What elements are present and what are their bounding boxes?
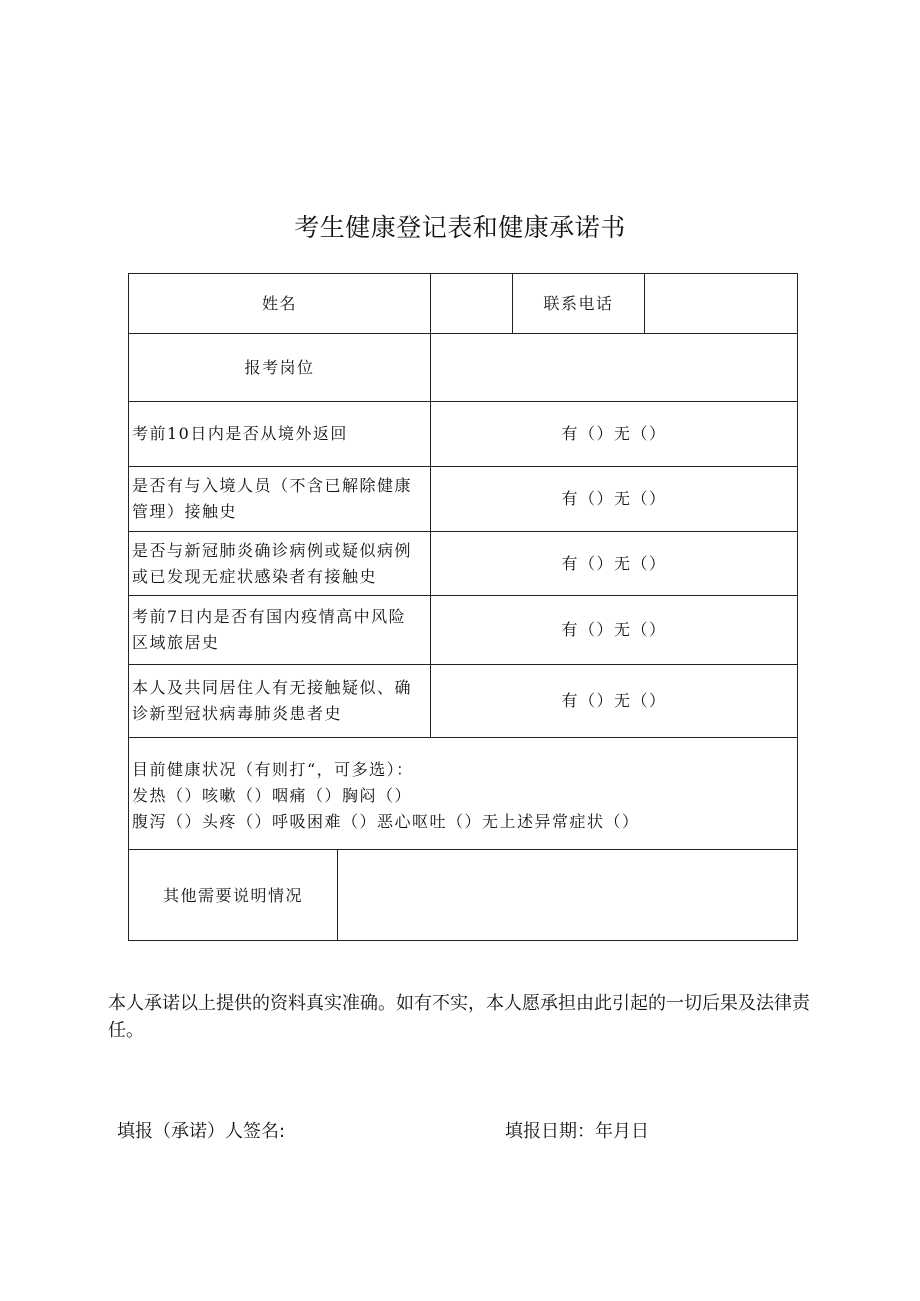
question-text: 是否与新冠肺炎确诊病例或疑似病例 — [132, 540, 413, 560]
phone-field[interactable] — [645, 274, 797, 333]
name-field[interactable] — [431, 274, 512, 333]
answer-choice[interactable]: 有（）无（） — [561, 553, 667, 573]
question-text: 诊新型冠状病毒肺炎患者史 — [132, 704, 343, 723]
date-label: 填报日期：年月日 — [505, 1121, 649, 1142]
question-inbound-contact — [129, 467, 430, 531]
question-abroad-return — [129, 402, 430, 466]
question-cohabitant-contact — [129, 665, 430, 737]
health-registration-form — [128, 273, 798, 941]
question-text: 或已发现无症状感染者有接触史 — [132, 566, 378, 586]
question-text: 是否有与入境人员（不含已解除健康 — [132, 476, 413, 495]
pledge-statement: 本人承诺以上提供的资料真实准确。如有不实，本人愿承担由此引起的一切后果及法律责任。 — [108, 993, 810, 1041]
other-info-label: 其他需要说明情况 — [162, 885, 303, 905]
position-label: 报考岗位 — [244, 357, 315, 377]
signer-label: 填报（承诺）人签名: — [117, 1121, 286, 1142]
question-case-contact — [129, 532, 430, 595]
page-title: 考生健康登记表和健康承诺书 — [294, 213, 626, 242]
question-text: 考前10日内是否从境外返回 — [132, 424, 348, 443]
question-text: 区域旅居史 — [132, 633, 220, 652]
name-label: 姓名 — [261, 293, 297, 313]
answer-choice[interactable]: 有（）无（） — [561, 620, 667, 639]
position-field[interactable] — [431, 334, 797, 401]
answer-choice[interactable]: 有（）无（） — [561, 691, 667, 710]
health-status-section[interactable] — [129, 738, 797, 849]
question-risk-area-travel — [129, 596, 430, 664]
health-status-prompt: 目前健康状况（有则打“，可多选）： — [132, 759, 414, 779]
symptom-options: 发热（）咳嗽（）咽痛（）胸闷（） — [132, 785, 413, 805]
question-text: 管理）接触史 — [132, 502, 238, 521]
question-text: 本人及共同居住人有无接触疑似、确 — [132, 678, 413, 697]
symptom-options: 腹泻（）头疼（）呼吸困难（）恶心呕吐（）无上述异常症状（） — [132, 811, 640, 831]
other-info-field[interactable] — [338, 850, 797, 941]
phone-label: 联系电话 — [543, 293, 614, 313]
answer-choice[interactable]: 有（）无（） — [561, 424, 667, 443]
question-text: 考前7日内是否有国内疫情高中风险 — [132, 607, 407, 626]
answer-choice[interactable]: 有（）无（） — [561, 489, 667, 508]
